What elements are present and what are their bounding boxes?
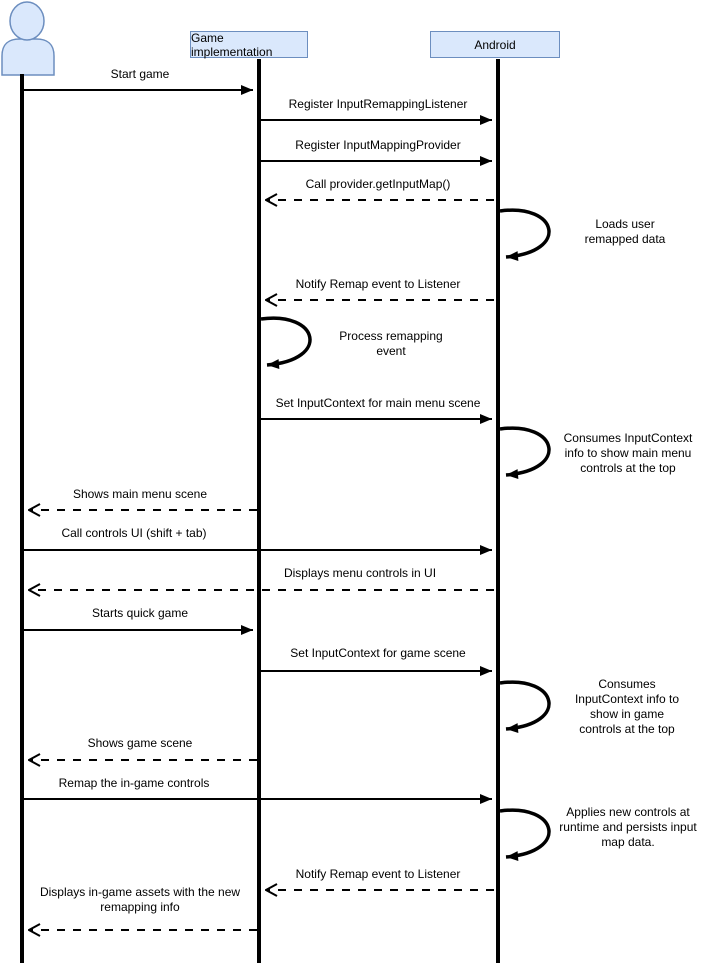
participant-label: Game implementation (191, 30, 273, 59)
message-process-remapping-event: Process remapping event (339, 329, 443, 358)
message-set-inputcontext-main-menu: Set InputContext for main menu scene (275, 396, 481, 410)
message-start-game: Start game (110, 67, 170, 81)
arrow-applies-new-controls (500, 810, 549, 857)
arrow-loads-user-remapped-data (500, 210, 549, 257)
message-displays-menu-controls: Displays menu controls in UI (283, 566, 437, 580)
participant-game-implementation (190, 31, 308, 58)
participant-android (430, 31, 560, 58)
arrow-consumes-inputcontext-main-menu (500, 428, 549, 475)
participant-label: Android (474, 37, 516, 52)
message-remap-in-game-controls: Remap the in-game controls (58, 776, 210, 790)
message-notify-remap-event-2: Notify Remap event to Listener (295, 867, 461, 881)
message-shows-main-menu-scene: Shows main menu scene (72, 487, 208, 501)
message-loads-user-remapped-data: Loads user remapped data (584, 217, 666, 246)
message-starts-quick-game: Starts quick game (91, 606, 189, 620)
message-register-input-remapping-listener: Register InputRemappingListener (288, 97, 468, 111)
message-notify-remap-event-1: Notify Remap event to Listener (295, 277, 461, 291)
message-call-controls-ui: Call controls UI (shift + tab) (61, 526, 207, 540)
person-icon (2, 2, 54, 75)
message-shows-game-scene: Shows game scene (87, 736, 193, 750)
arrow-consumes-inputcontext-game (500, 682, 549, 729)
arrow-process-remapping-event (261, 318, 310, 365)
message-consumes-inputcontext-game: Consumes InputContext info to show in game controls at the top (574, 677, 680, 736)
message-consumes-inputcontext-main-menu: Consumes InputContext info to show main menu controls at the top (563, 431, 693, 475)
message-register-input-mapping-provider: Register InputMappingProvider (295, 138, 461, 152)
message-applies-new-controls: Applies new controls at runtime and persists input map data. (559, 805, 697, 849)
message-displays-in-game-assets: Displays in-game assets with the new remapping info (39, 885, 241, 914)
message-call-provider-get-input-map: Call provider.getInputMap() (305, 177, 451, 191)
message-set-inputcontext-game-scene: Set InputContext for game scene (290, 646, 466, 660)
